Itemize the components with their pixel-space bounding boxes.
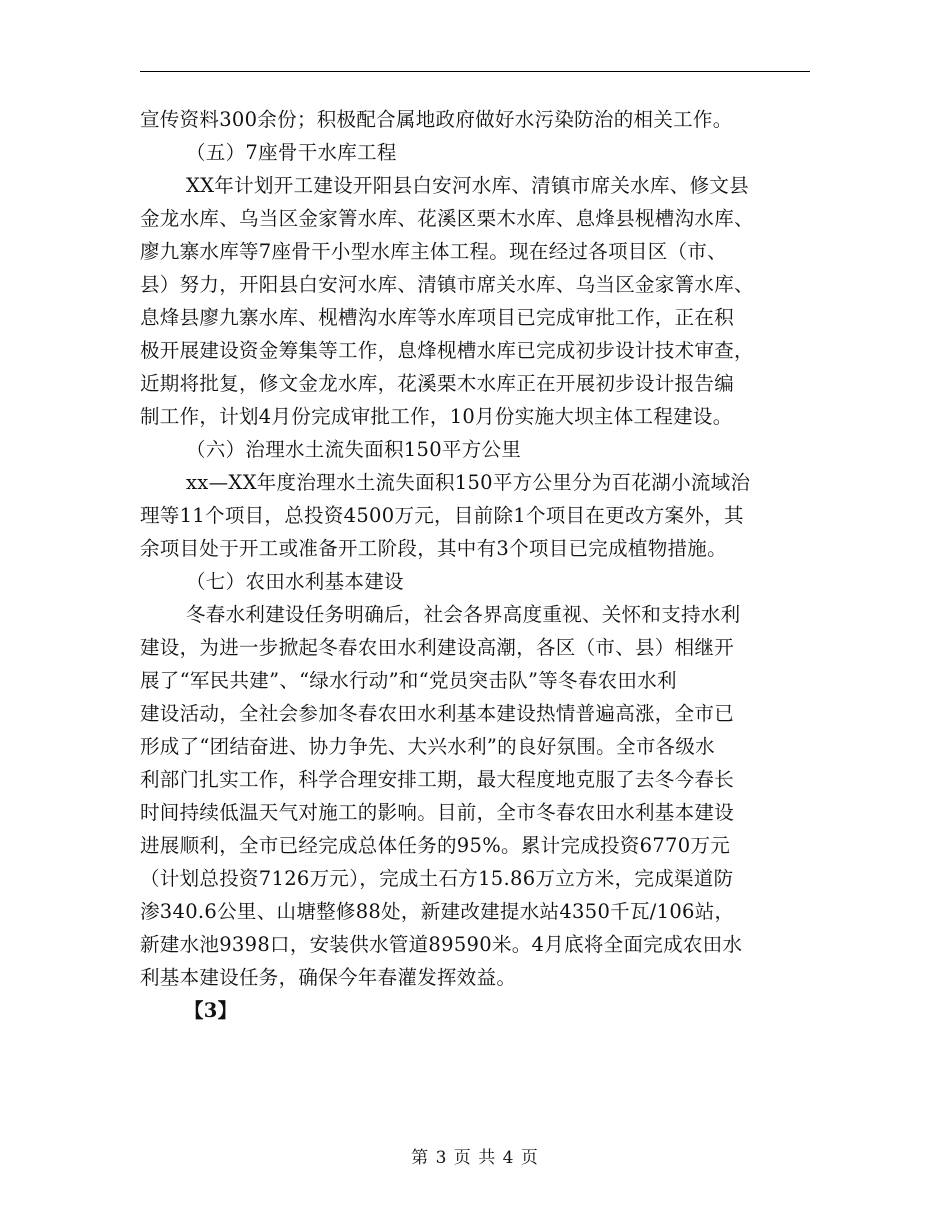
section-heading: （六）治理水土流失面积150平方公里 [186,438,522,461]
section-heading: （七）农田水利基本建设 [186,570,404,593]
text-line: 县）努力，开阳县白安河水库、清镇市席关水库、乌当区金家箐水库、 [140,273,754,296]
section-heading: （五）7座骨干水库工程 [186,141,397,164]
text-line: XX年计划开工建设开阳县白安河水库、清镇市席关水库、修文县 [186,174,749,197]
text-line: 廖九寨水库等7座骨干小型水库主体工程。现在经过各项目区（市、 [140,240,727,263]
section-marker: 【3】 [184,999,238,1022]
text-line: 利基本建设任务，确保今年春灌发挥效益。 [140,966,517,989]
text-line: xx—XX年度治理水土流失面积150平方公里分为百花湖小流域治 [186,471,751,494]
text-line: 展了“军民共建”、“绿水行动”和“党员突击队”等冬春农田水利 [140,669,677,692]
text-line: 息烽县廖九寨水库、枧槽沟水库等水库项目已完成审批工作，正在积 [140,306,735,329]
text-line: 渗340.6公里、山塘整修88处，新建改建提水站4350千瓦/106站， [140,900,735,923]
text-line: 建设，为进一步掀起冬春农田水利建设高潮，各区（市、县）相继开 [140,636,735,659]
page-number: 第 3 页 共 4 页 [411,1148,539,1168]
text-line: （计划总投资7126万元），完成土石方15.86万立方米，完成渠道防 [140,867,734,890]
header-rule [140,71,810,72]
text-line: 形成了“团结奋进、协力争先、大兴水利”的良好氛围。全市各级水 [140,735,715,758]
text-line: 近期将批复，修文金龙水库，花溪栗木水库正在开展初步设计报告编 [140,372,735,395]
text-line: 时间持续低温天气对施工的影响。目前，全市冬春农田水利基本建设 [140,801,735,824]
text-line: 金龙水库、乌当区金家箐水库、花溪区栗木水库、息烽县枧槽沟水库、 [140,207,754,230]
text-line: 制工作，计划4月份完成审批工作，10月份实施大坝主体工程建设。 [140,405,733,428]
text-line: 利部门扎实工作，科学合理安排工期，最大程度地克服了去冬今春长 [140,768,735,791]
text-line: 冬春水利建设任务明确后，社会各界高度重视、关怀和支持水利 [186,603,741,626]
text-line: 极开展建设资金筹集等工作，息烽枧槽水库已完成初步设计技术审查， [140,339,754,362]
text-line: 建设活动，全社会参加冬春农田水利基本建设热情普遍高涨，全市已 [140,702,735,725]
document-body [140,103,810,1027]
text-line: 新建水池9398口，安装供水管道89590米。4月底将全面完成农田水 [140,933,743,956]
text-line: 宣传资料300余份；积极配合属地政府做好水污染防治的相关工作。 [140,108,733,131]
text-line: 理等11个项目，总投资4500万元，目前除1个项目在更改方案外，其 [140,504,744,527]
text-line: 余项目处于开工或准备开工阶段，其中有3个项目已完成植物措施。 [140,537,727,560]
text-line: 进展顺利，全市已经完成总体任务的95%。累计完成投资6770万元 [140,834,731,857]
